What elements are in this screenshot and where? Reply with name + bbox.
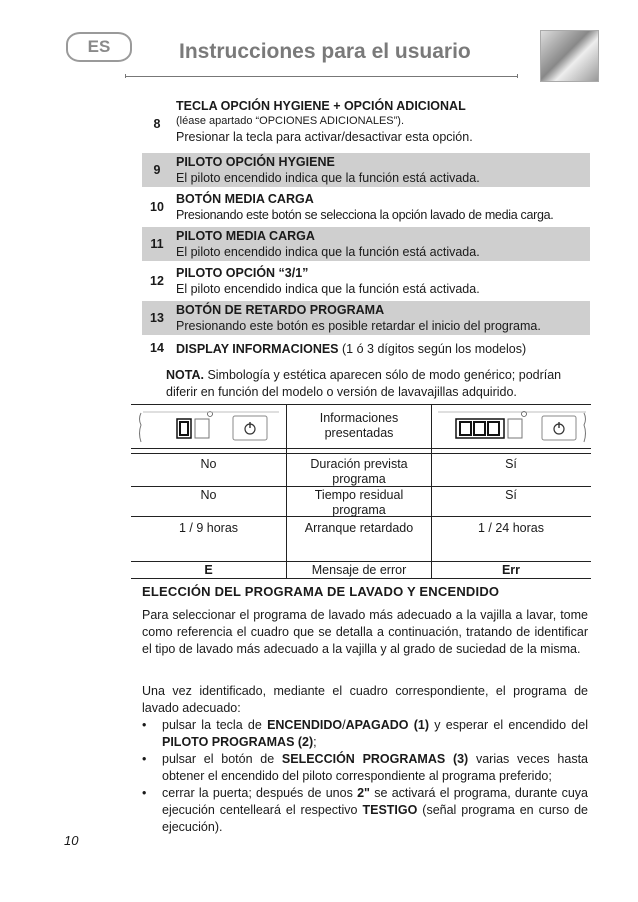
single-digit-cell: E [204,563,213,577]
triple-digit-cell: Sí [505,488,517,502]
row-divider [131,448,591,449]
row-description: El piloto encendido indica que la función está activada. [176,171,480,185]
table-row [142,264,590,298]
section-paragraph: Una vez identificado, mediante el cuadro correspondiente, el programa de lavado adecuado: [142,684,588,715]
table-row [142,227,590,261]
list-item [142,751,588,785]
triple-digit-cell: 1 / 24 horas [477,521,544,535]
row-title: BOTÓN MEDIA CARGA [176,192,314,206]
section-paragraph: Para seleccionar el programa de lavado más adecuado a la vajilla a lavar, tome como referencia el cuadro que se detalla a continuación, tratando de identificar el tipo de lavado más adecuado a la vajilla y al grado de suciedad de la misma. [142,608,588,656]
note-text [166,367,590,401]
row-title: PILOTO OPCIÓN HYGIENE [176,155,335,169]
bullet-bold: APAGADO (1) [345,718,430,732]
row-divider [131,561,591,562]
bullet-text: pulsar la tecla de [162,718,268,732]
row-number: 12 [150,274,164,288]
row-number: 11 [150,237,164,251]
single-digit-cell: No [200,457,217,471]
row-description: Presionando este botón se selecciona la opción lavado de media carga. [176,208,554,222]
row-description: (1 ó 3 dígitos según los modelos) [338,342,527,356]
table-row [142,98,590,150]
table-row [142,301,590,335]
info-cell: Arranque retardado [304,521,414,535]
row-title: PILOTO OPCIÓN “3/1” [176,266,309,280]
table-row [142,153,590,187]
display-table [131,404,591,579]
bullet-bold: SELECCIÓN PROGRAMAS (3) [281,752,469,766]
page-number: 10 [64,833,79,848]
bullet-icon: • [142,752,147,766]
triple-digit-cell: Err [501,563,521,577]
bullet-text: cerrar la puerta; después de unos [162,786,358,800]
row-number: 10 [150,200,164,214]
bullet-text: / [342,718,346,732]
note-label: NOTA. [166,368,204,382]
row-note: (léase apartado “OPCIONES ADICIONALES”). [176,115,405,127]
list-item [142,785,588,836]
row-title: BOTÓN DE RETARDO PROGRAMA [176,303,385,317]
row-description: Presionar la tecla para activar/desactivar esta opción. [176,130,473,144]
bullet-icon: • [142,786,147,800]
info-column-header: Informaciones presentadas [319,411,399,440]
bullet-text: se activará el programa, durante cuya ejecución centelleará el respectivo [162,786,588,817]
display-illustration-single [137,411,279,444]
bullet-bold: PILOTO PROGRAMAS (2) [162,735,314,749]
header-rule [125,76,518,77]
language-badge: ES [66,32,132,62]
triple-digit-cell: Sí [505,457,517,471]
info-cell: Duración prevista programa [310,457,408,486]
bullet-text: (señal programa en curso de ejecución). [162,803,589,834]
bullet-bold: TESTIGO [362,803,418,817]
table-row [142,190,590,224]
row-title: DISPLAY INFORMACIONES [176,342,339,356]
row-divider [131,453,591,454]
page-title: Instrucciones para el usuario [179,40,471,63]
row-description: Presionando este botón es posible retardar el inicio del programa. [176,319,541,333]
header-rule-tick [125,74,126,78]
row-description: El piloto encendido indica que la función está activada. [176,282,480,296]
row-description: El piloto encendido indica que la función está activada. [176,245,480,259]
section-title: ELECCIÓN DEL PROGRAMA DE LAVADO Y ENCENDIDO [142,584,500,599]
row-number: 14 [150,341,164,355]
info-cell: Tiempo residual programa [314,488,404,517]
row-number: 13 [150,311,164,325]
bullet-text: ; [313,735,317,749]
row-divider [131,578,591,579]
dishwasher-photo [540,30,599,82]
single-digit-cell: No [200,488,217,502]
row-title: PILOTO MEDIA CARGA [176,229,315,243]
row-number: 9 [153,163,161,177]
row-number: 8 [153,117,161,131]
bullet-text: y esperar el encendido del [429,718,588,732]
list-item [142,717,588,751]
table-row [142,339,590,357]
column-divider [286,405,287,579]
row-title: TECLA OPCIÓN HYGIENE + OPCIÓN ADICIONAL [176,99,466,113]
bullet-text: pulsar el botón de [162,752,282,766]
display-illustration-triple [436,411,588,444]
header-rule-tick [517,74,518,78]
note-body: Simbología y estética aparecen sólo de modo genérico; podrían diferir en función del modelo o versión de lavavajillas adquirido. [166,368,562,399]
bullet-bold: 2" [357,786,370,800]
single-digit-cell: 1 / 9 horas [178,521,239,535]
bullet-text: varias veces hasta obtener el encendido del piloto correspondiente al programa preferido; [162,752,588,783]
bullet-icon: • [142,718,147,732]
info-cell: Mensaje de error [311,563,407,577]
bullet-bold: ENCENDIDO [267,718,343,732]
